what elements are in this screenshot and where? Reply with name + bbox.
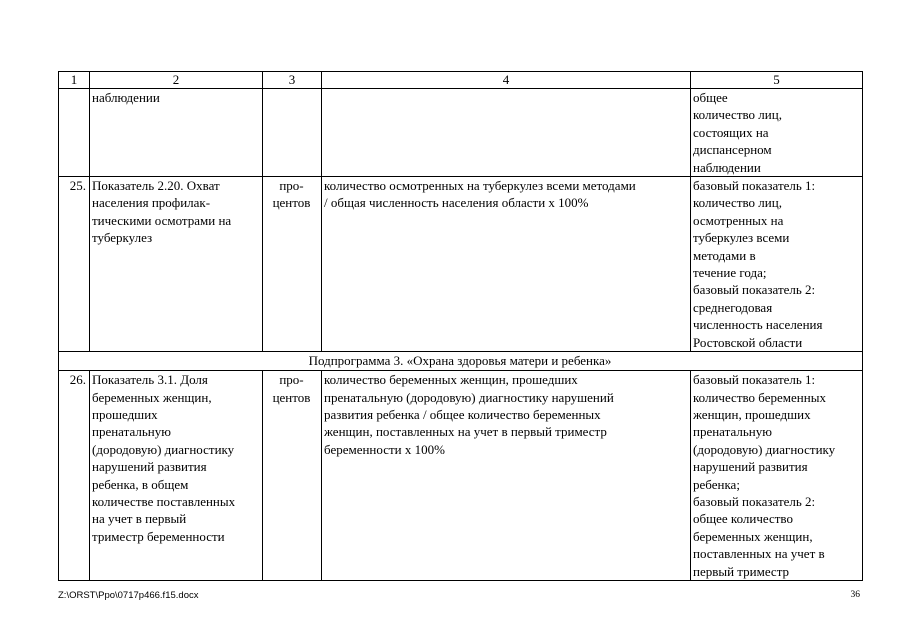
section-row [59,352,863,371]
base-line: методами в [693,247,756,263]
name-line: населения профилак- [92,195,211,211]
base-line: (дородовую) диагностику [693,441,836,457]
base-line: осмотренных на [693,212,784,228]
base-line: общее количество [693,511,793,527]
formula-cell [322,177,691,352]
name-line: прошедших [92,406,158,422]
base-line: пренатальную [693,424,772,440]
base-line: ребенка; [693,476,740,492]
footer-file-path: Z:\ORST\Ppo\0717p466.f15.docx [58,590,199,601]
unit-line: про- [279,178,304,194]
base-line: количество лиц, [693,107,782,123]
unit-cell [263,177,322,352]
formula-line: женщин, поставленных на учет в первый триместр [324,424,607,440]
base-line: течение года; [693,265,767,281]
name-line: Показатель 3.1. Доля [92,372,208,388]
indicators-table [58,71,863,581]
header-col-3: 3 [263,72,322,89]
row-number [59,89,90,177]
name-line: пренатальную [92,424,171,440]
table-row-26 [59,371,863,581]
name-line: количестве поставленных [92,493,236,509]
formula-cell [322,89,691,177]
base-line: среднегодовая [693,299,773,315]
table-row-25 [59,177,863,352]
formula-line: пренатальную (дородовую) диагностику нарушений [324,389,614,405]
unit-line: про- [279,372,304,388]
row-number: 26. [59,371,90,581]
name-line: на учет в первый [92,511,187,527]
header-col-1: 1 [59,72,90,89]
base-line: нарушений развития [693,459,808,475]
base-line: первый триместр [693,563,790,579]
base-line: женщин, прошедших [693,406,811,422]
unit-line: центов [272,389,311,405]
base-line: базовый показатель 1: [693,372,816,388]
base-line: количество беременных [693,389,826,405]
unit-cell [263,89,322,177]
formula-cell [322,371,691,581]
header-col-5: 5 [691,72,863,89]
name-line: беременных женщин, [92,389,212,405]
formula-line: количество осмотренных на туберкулез всеми методами [324,178,636,194]
unit-line: центов [272,195,311,211]
base-line: Ростовской области [693,334,803,350]
header-col-4: 4 [322,72,691,89]
base-line: базовый показатель 1: [693,178,816,194]
base-line: состоящих на [693,124,769,140]
base-line: базовый показатель 2: [693,282,816,298]
base-indicators-cell [691,89,863,177]
formula-line: / общая численность населения области х 100% [324,195,589,211]
page-number: 36 [850,590,860,600]
base-indicators-cell [691,177,863,352]
base-line: наблюдении [693,159,761,175]
base-line: туберкулез всеми [693,230,790,246]
unit-cell [263,371,322,581]
indicator-name [90,371,263,581]
header-col-2: 2 [90,72,263,89]
table-row-continuation [59,89,863,177]
name-line: Показатель 2.20. Охват [92,178,220,194]
name-line: тическими осмотрами на [92,212,232,228]
indicator-name [90,177,263,352]
indicator-name: наблюдении [90,89,263,177]
name-line: триместр беременности [92,528,225,544]
base-line: базовый показатель 2: [693,493,816,509]
name-line: ребенка, в общем [92,476,189,492]
base-line: диспансерном [693,142,772,158]
formula-line: развития ребенка / общее количество беременных [324,406,601,422]
section-title: Подпрограмма 3. «Охрана здоровья матери и ребенка» [59,352,863,371]
name-line: туберкулез [92,230,153,246]
header-row [59,72,863,89]
base-line: численность населения [693,317,823,333]
row-number: 25. [59,177,90,352]
base-line: количество лиц, [693,195,782,211]
formula-line: количество беременных женщин, прошедших [324,372,578,388]
base-line: беременных женщин, [693,528,813,544]
name-line: (дородовую) диагностику [92,441,235,457]
name-line: нарушений развития [92,459,207,475]
base-line: общее [693,90,728,105]
base-indicators-cell [691,371,863,581]
base-line: поставленных на учет в [693,546,825,562]
formula-line: беременности х 100% [324,441,445,457]
